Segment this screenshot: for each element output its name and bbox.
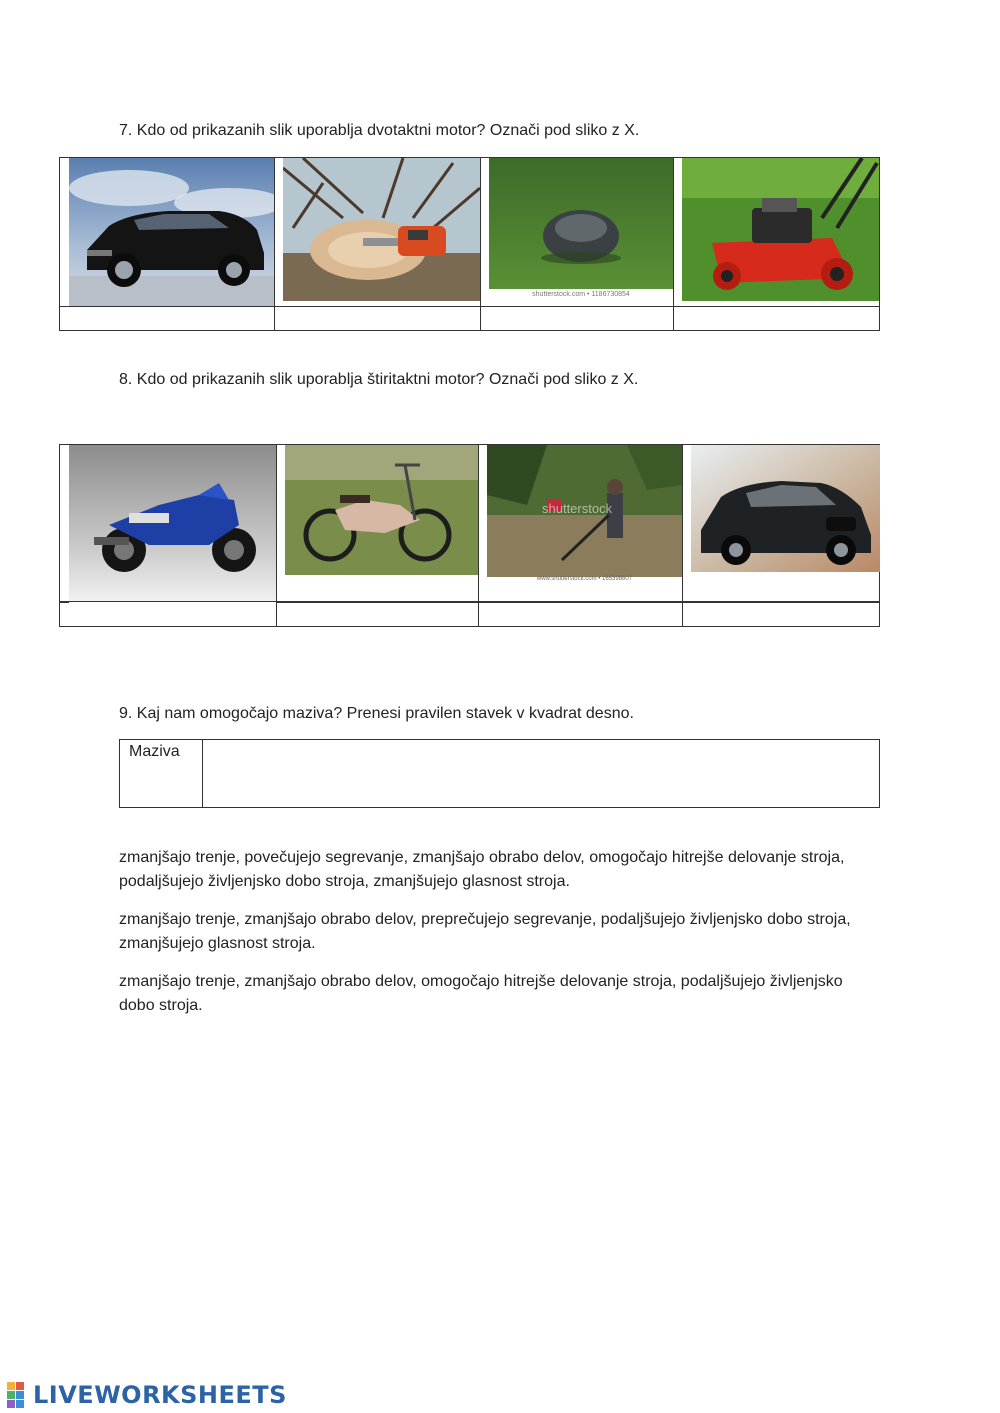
answer-cell-4[interactable]	[683, 602, 879, 626]
brushcutter-image	[487, 445, 682, 585]
logo-blocks-icon	[7, 1382, 33, 1408]
lubricants-answer-box	[119, 739, 880, 808]
shutterstock-watermark: shutterstock	[542, 501, 613, 516]
grid-divider	[478, 445, 479, 626]
answer-cell-2[interactable]	[277, 602, 478, 626]
logo-text: LIVEWORKSHEETS	[33, 1381, 287, 1409]
answer-drop-zone[interactable]	[203, 740, 879, 807]
grid-divider	[673, 158, 674, 330]
grid-divider	[276, 602, 879, 603]
answer-cell-1[interactable]	[60, 307, 274, 330]
option-sentence-3[interactable]: zmanjšajo trenje, zmanjšajo obrabo delov, omogočajo hitrejše delovanje stroja, podaljšujejo življenjsko dobo stroja.	[119, 973, 843, 1014]
option-sentence-1[interactable]: zmanjšajo trenje, povečujejo segrevanje, zmanjšajo obrabo delov, omogočajo hitrejše delovanje stroja, podaljšujejo življenjsko dobo stroja, zmanjšujejo glasnost stroja.	[119, 849, 845, 890]
robot-lawnmower-image	[489, 158, 673, 304]
lawnmower-image	[682, 158, 879, 301]
grid-divider	[682, 445, 683, 626]
grid-divider	[480, 158, 481, 330]
answer-cell-3[interactable]	[481, 307, 673, 330]
answer-cell-4[interactable]	[674, 307, 879, 330]
liveworksheets-logo	[7, 1382, 287, 1408]
motorcycle-image	[69, 445, 276, 602]
grid-divider	[274, 158, 275, 330]
question-8-text: 8. Kdo od prikazanih slik uporablja štiritaktni motor? Označi pod sliko z X.	[119, 371, 639, 388]
question-7-text: 7. Kdo od prikazanih slik uporablja dvotaktni motor? Označi pod sliko z X.	[119, 122, 640, 139]
watermark-text: shutterstock.com • 1186730854	[532, 291, 630, 298]
answer-cell-3[interactable]	[479, 602, 682, 626]
question-7-grid	[59, 157, 880, 331]
watermark-text: www.shutterstock.com • 165398807	[536, 576, 633, 582]
audi-car-image	[691, 445, 880, 572]
grid-divider	[276, 445, 277, 626]
answer-row	[60, 601, 879, 626]
question-8-grid	[59, 444, 880, 627]
question-9-text: 9. Kaj nam omogočajo maziva? Prenesi pravilen stavek v kvadrat desno.	[119, 705, 634, 722]
car-mustang-image	[69, 158, 274, 306]
answer-cell-1[interactable]	[60, 602, 276, 626]
answer-row	[60, 306, 879, 330]
moped-image	[285, 445, 478, 575]
answer-cell-2[interactable]	[275, 307, 480, 330]
chainsaw-image	[283, 158, 480, 301]
lubricants-label: Maziva	[120, 740, 203, 807]
option-sentence-2[interactable]: zmanjšajo trenje, zmanjšajo obrabo delov, preprečujejo segrevanje, podaljšujejo življenjsko dobo stroja, zmanjšujejo glasnost stroja.	[119, 911, 851, 952]
